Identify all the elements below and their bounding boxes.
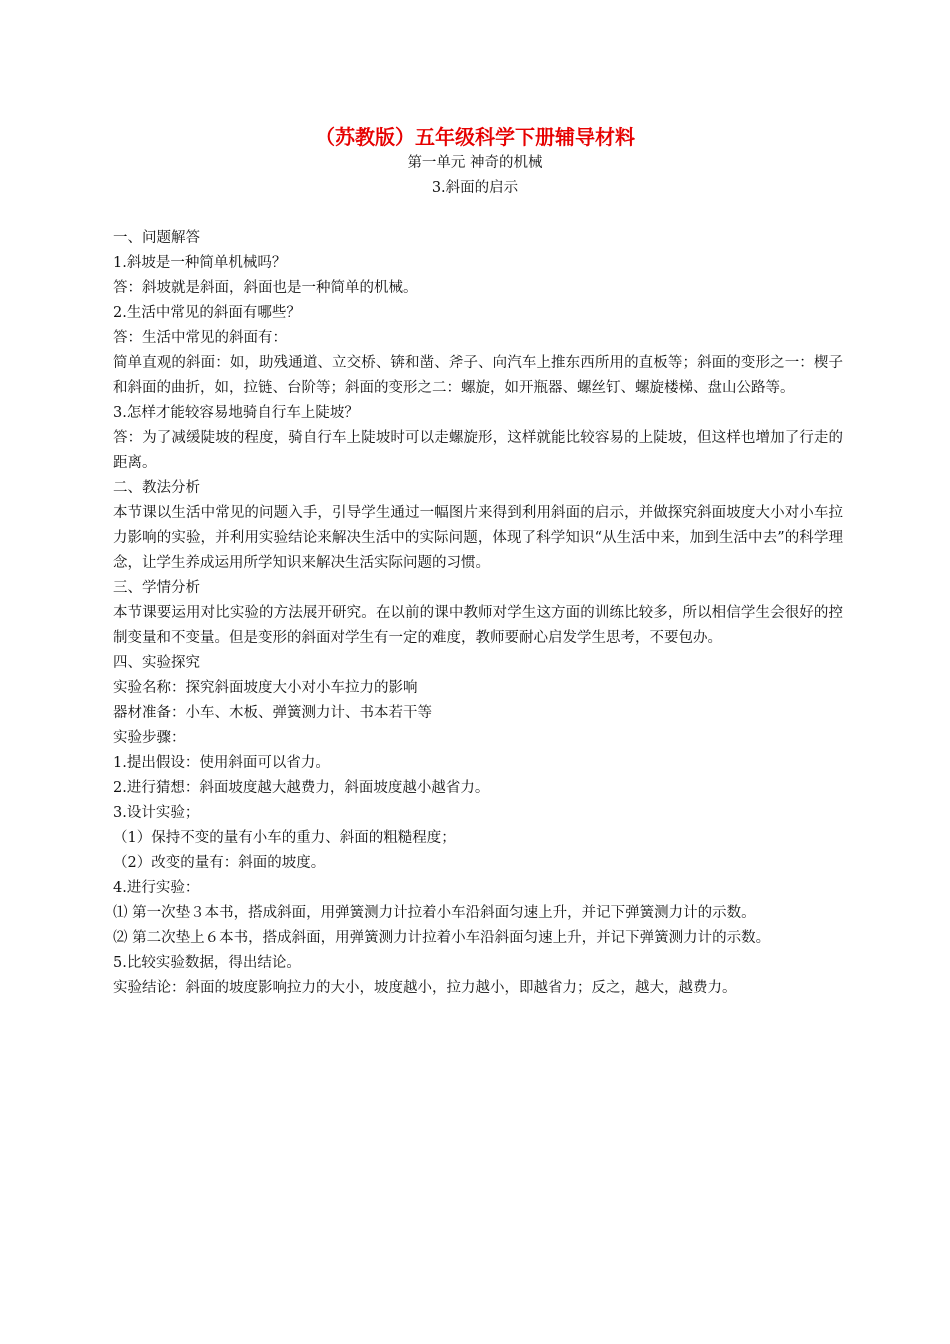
experiment-name: 实验名称：探究斜面坡度大小对小车拉力的影响 bbox=[113, 680, 418, 696]
step: 5.比较实验数据，得出结论。 bbox=[113, 955, 301, 971]
section-heading: 一、问题解答 bbox=[113, 230, 200, 246]
equipment: 器材准备：小车、木板、弹簧测力计、书本若干等 bbox=[113, 705, 432, 721]
paragraph: 简单直观的斜面：如，助残通道、立交桥、锛和凿、斧子、向汽车上推东西所用的直板等；斜面的变形之一：楔子和斜面的曲折，如，拉链、台阶等；斜面的变形之二：螺旋，如开瓶器、螺丝钉、螺旋楼梯、盘山公路等。 bbox=[113, 355, 843, 396]
step: 2.进行猜想：斜面坡度越大越费力，斜面坡度越小越省力。 bbox=[113, 780, 490, 796]
steps-heading: 实验步骤： bbox=[113, 730, 186, 746]
sub-step: （1）保持不变的量有小车的重力、斜面的粗糙程度； bbox=[113, 830, 456, 846]
section-heading: 三、学情分析 bbox=[113, 580, 200, 596]
section-heading: 二、教法分析 bbox=[113, 480, 200, 496]
answer: 答：斜坡就是斜面，斜面也是一种简单的机械。 bbox=[113, 280, 418, 296]
sub-step: （2）改变的量有：斜面的坡度。 bbox=[113, 855, 326, 871]
unit-heading: 第一单元 神奇的机械 bbox=[407, 155, 543, 171]
paragraph: 本节课要运用对比实验的方法展开研究。在以前的课中教师对学生这方面的训练比较多，所以相信学生会很好的控制变量和不变量。但是变形的斜面对学生有一定的难度，教师要耐心启发学生思考，不要包办。 bbox=[113, 605, 843, 646]
paragraph: 本节课以生活中常见的问题入手，引导学生通过一幅图片来得到利用斜面的启示，并做探究斜面坡度大小对小车拉力影响的实验，并利用实验结论来解决生活中的实际问题，体现了科学知识“从生活中来，加到生活中去”的科学理念，让学生养成运用所学知识来解决生活实际问题的习惯。 bbox=[113, 505, 843, 571]
sub-step: ⑴ 第一次垫３本书，搭成斜面，用弹簧测力计拉着小车沿斜面匀速上升，并记下弹簧测力计的示数。 bbox=[113, 905, 756, 921]
sub-step: ⑵ 第二次垫上６本书，搭成斜面，用弹簧测力计拉着小车沿斜面匀速上升，并记下弹簧测力计的示数。 bbox=[113, 930, 771, 946]
step: 4.进行实验： bbox=[113, 880, 200, 896]
answer: 答：生活中常见的斜面有： bbox=[113, 330, 287, 346]
answer: 答：为了减缓陡坡的程度，骑自行车上陡坡时可以走螺旋形，这样就能比较容易的上陡坡，但这样也增加了行走的距离。 bbox=[113, 430, 843, 471]
question: 2.生活中常见的斜面有哪些？ bbox=[113, 305, 301, 321]
lesson-heading: 3.斜面的启示 bbox=[431, 180, 519, 196]
question: 1.斜坡是一种简单机械吗？ bbox=[113, 255, 287, 271]
question: 3.怎样才能较容易地骑自行车上陡坡？ bbox=[113, 405, 359, 421]
document-title: （苏教版）五年级科学下册辅导材料 bbox=[315, 125, 635, 149]
step: 1.提出假设：使用斜面可以省力。 bbox=[113, 755, 330, 771]
section-heading: 四、实验探究 bbox=[113, 655, 200, 671]
conclusion: 实验结论：斜面的坡度影响拉力的大小，坡度越小，拉力越小，即越省力；反之，越大，越费力。 bbox=[113, 980, 737, 996]
step: 3.设计实验； bbox=[113, 805, 200, 821]
document-body bbox=[113, 226, 843, 1001]
